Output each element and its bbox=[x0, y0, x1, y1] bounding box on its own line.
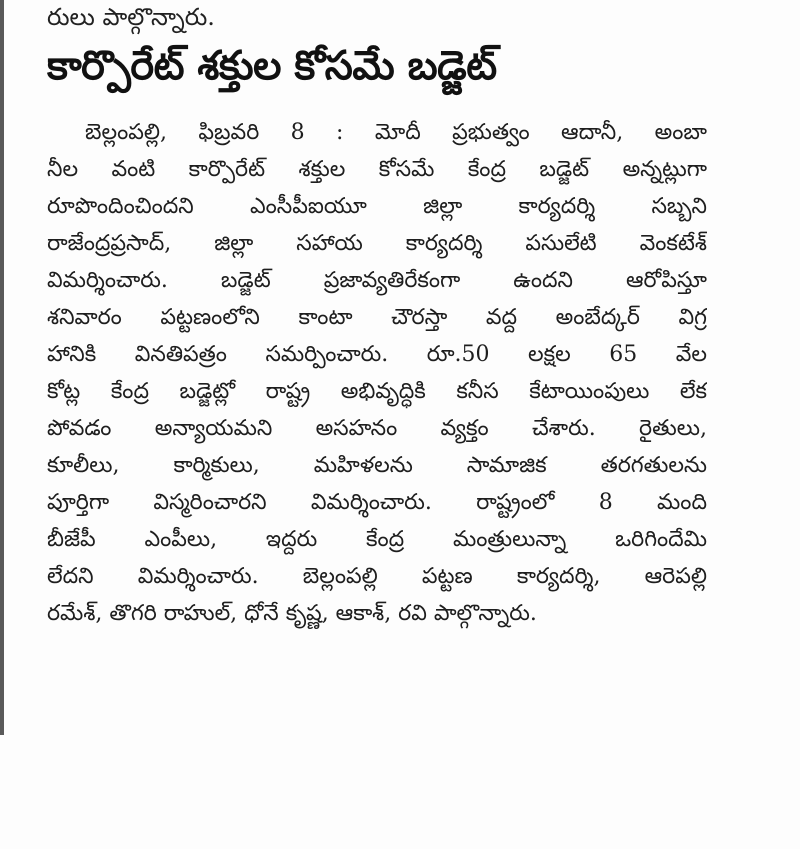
body-line: లేదని విమర్శించారు. బెల్లంపల్లి పట్టణ కార్యదర్శి, ఆరెపల్లి bbox=[47, 564, 707, 589]
body-line: రాజేంద్రప్రసాద్, జిల్లా సహాయ కార్యదర్శి పసులేటి వెంకటేశ్ bbox=[47, 231, 707, 256]
article-column bbox=[47, 0, 707, 632]
body-line: విమర్శించారు. బడ్జెట్ ప్రజావ్యతిరేకంగా ఉందని ఆరోపిస్తూ bbox=[47, 268, 707, 293]
body-line: శనివారం పట్టణంలోని కాంటా చౌరస్తా వద్ద అంబేద్కర్ విగ్ర bbox=[47, 305, 707, 330]
body-line: పోవడం అన్యాయమని అసహనం వ్యక్తం చేశారు. రైతులు, bbox=[47, 416, 707, 441]
body-line: బెల్లంపల్లి, ఫిబ్రవరి 8 : మోదీ ప్రభుత్వం ఆదానీ, అంబా bbox=[85, 120, 707, 145]
body-line: నీల వంటి కార్పొరేట్ శక్తుల కోసమే కేంద్ర బడ్జెట్ అన్నట్లుగా bbox=[47, 157, 707, 182]
body-line: కూలీలు, కార్మికులు, మహిళలను సామాజిక తరగతులను bbox=[47, 453, 707, 478]
column-divider bbox=[0, 0, 4, 735]
article-body bbox=[47, 108, 707, 632]
article-headline: కార్పొరేట్ శక్తుల కోసమే బడ్జెట్ bbox=[47, 43, 497, 89]
body-line: రూపొందించిందని ఎంసీపీఐయూ జిల్లా కార్యదర్శి సబ్బని bbox=[47, 194, 707, 219]
body-line: బీజేపీ ఎంపీలు, ఇద్దరు కేంద్ర మంత్రులున్నా ఒరిగిందేమి bbox=[47, 527, 707, 552]
body-line: పూర్తిగా విస్మరించారని విమర్శించారు. రాష్ట్రంలో 8 మంది bbox=[47, 490, 707, 515]
body-line: రమేశ్, తొగరి రాహుల్, ధోనే కృష్ణ, ఆకాశ్, రవి పాల్గొన్నారు. bbox=[47, 601, 537, 626]
previous-article-tail: రులు పాల్గొన్నారు. bbox=[47, 3, 215, 31]
body-line: హానికి వినతిపత్రం సమర్పించారు. రూ.50 లక్షల 65 వేల bbox=[47, 342, 707, 367]
body-line: కోట్ల కేంద్ర బడ్జెట్లో రాష్ట్ర అభివృద్ధికి కనీస కేటాయింపులు లేక bbox=[47, 379, 707, 404]
